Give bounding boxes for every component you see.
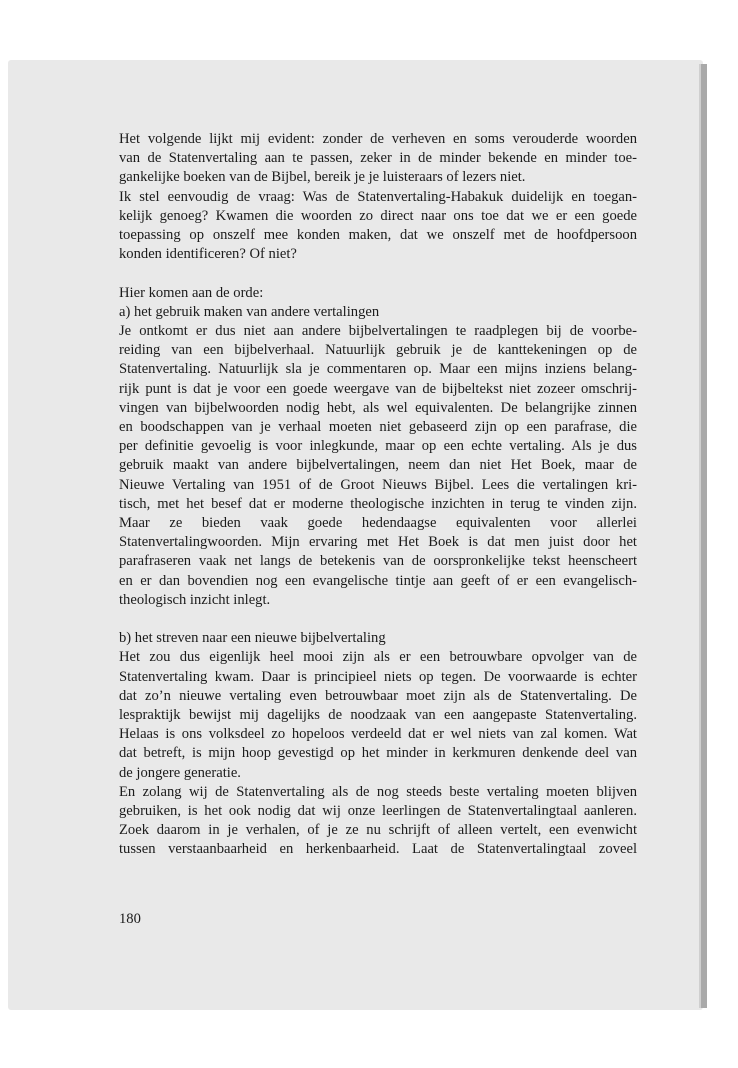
text-line: Statenvertaling kwam. Daar is principieel niets op tegen. De voorwaarde is echter [119,668,637,685]
text-line: gankelijke boeken van de Bijbel, bereik je je luisteraars of lezers niet. [119,169,526,186]
paragraph-gap [119,610,637,629]
text-line: Ik stel eenvoudig de vraag: Was de Statenvertaling-Habakuk duidelijk en toegan- [119,188,637,205]
text-line: en boodschappen van je verhaal moeten niet gebaseerd zijn op een parafrase, die [119,419,637,436]
text-line: konden identificeren? Of niet? [119,246,297,263]
text-line: Statenvertaling. Natuurlijk sla je commentaren op. Maar een mijns inziens belang- [119,361,637,378]
text-line: lespraktijk bewijst mij dagelijks de noodzaak van een aangepaste Statenvertaling. [119,707,637,724]
text-line: Helaas is ons volksdeel zo hopeloos verdeeld dat er wel niets van zal komen. Wat [119,726,637,743]
text-line: Hier komen aan de orde: [119,284,264,301]
text-line: van de Statenvertaling aan te passen, zeker in de minder bekende en minder toe- [119,150,637,167]
text-line: gebruik maakt van andere bijbelvertalingen, neem dan niet Het Boek, maar de [119,457,637,474]
text-line: Het volgende lijkt mij evident: zonder de verheven en soms verouderde woorden [119,131,637,147]
text-line: toepassing op onszelf mee konden maken, dat we onszelf met de hoofdpersoon [119,226,637,243]
text-line: kelijk genoeg? Kwamen die woorden zo direct naar ons toe dat we er een goede [119,207,637,224]
text-line: parafraseren vaak net langs de betekenis van de oorspronkelijke tekst heenscheert [119,553,637,570]
text-line: de jongere generatie. [119,764,241,781]
text-line: Statenvertalingwoorden. Mijn ervaring met Het Boek is dat men juist door het [119,534,637,551]
paragraph-gap [119,264,637,283]
text-line: rijk punt is dat je voor een goede weergave van de bijbeltekst niet zozeer omschrij- [119,380,637,397]
text-line: gebruiken, is het ook nodig dat wij onze leerlingen de Statenvertalingtaal aanleren. [119,802,637,819]
text-line: reiding van een bijbelverhaal. Natuurlijk gebruik je de kanttekeningen op de [119,342,637,359]
text-line: En zolang wij de Statenvertaling als de nog steeds beste vertaling moeten blijven [119,783,637,800]
text-line: dat betreft, is mijn hoop gevestigd op het minder in kerkmuren denkende deel van [119,745,637,762]
text-line: tisch, met het besef dat er moderne theologische inzichten in terug te vinden zijn. [119,495,637,512]
text-line: en er dan bovendien nog een evangelische tintje aan geeft of er een evangelisch- [119,572,637,589]
section-heading-b: b) het streven naar een nieuwe bijbelvertaling [119,630,386,647]
page-edge [701,64,707,1008]
text-line: Zoek daarom in je verhalen, of je ze nu schrijft of alleen vertelt, een evenwicht [119,822,637,839]
text-line: per definitie gevoelig is voor inlegkunde, maar op een echte vertaling. Als je dus [119,438,637,455]
text-line: dat zo’n nieuwe vertaling even betrouwbaar moet zijn als de Statenvertaling. De [119,687,637,704]
section-heading-a: a) het gebruik maken van andere vertalingen [119,303,380,320]
text-line: Nieuwe Vertaling van 1951 of de Groot Nieuws Bijbel. Lees die vertalingen kri- [119,476,637,493]
text-line: vingen van bijbelwoorden nodig hebt, als wel equivalenten. De belangrijke zinnen [119,399,637,416]
page-number: 180 [119,911,141,927]
text-line: tussen verstaanbaarheid en herkenbaarheid. Laat de Statenvertalingtaal zoveel [119,841,637,858]
text-line: Maar ze bieden vaak goede hedendaagse equivalenten voor allerlei [119,514,637,531]
text-line: theologisch inzicht inlegt. [119,591,271,608]
body-text [119,130,637,860]
text-line: Je ontkomt er dus niet aan andere bijbelvertalingen te raadplegen bij de voorbe- [119,323,637,340]
text-line: Het zou dus eigenlijk heel mooi zijn als er een betrouwbare opvolger van de [119,649,637,666]
